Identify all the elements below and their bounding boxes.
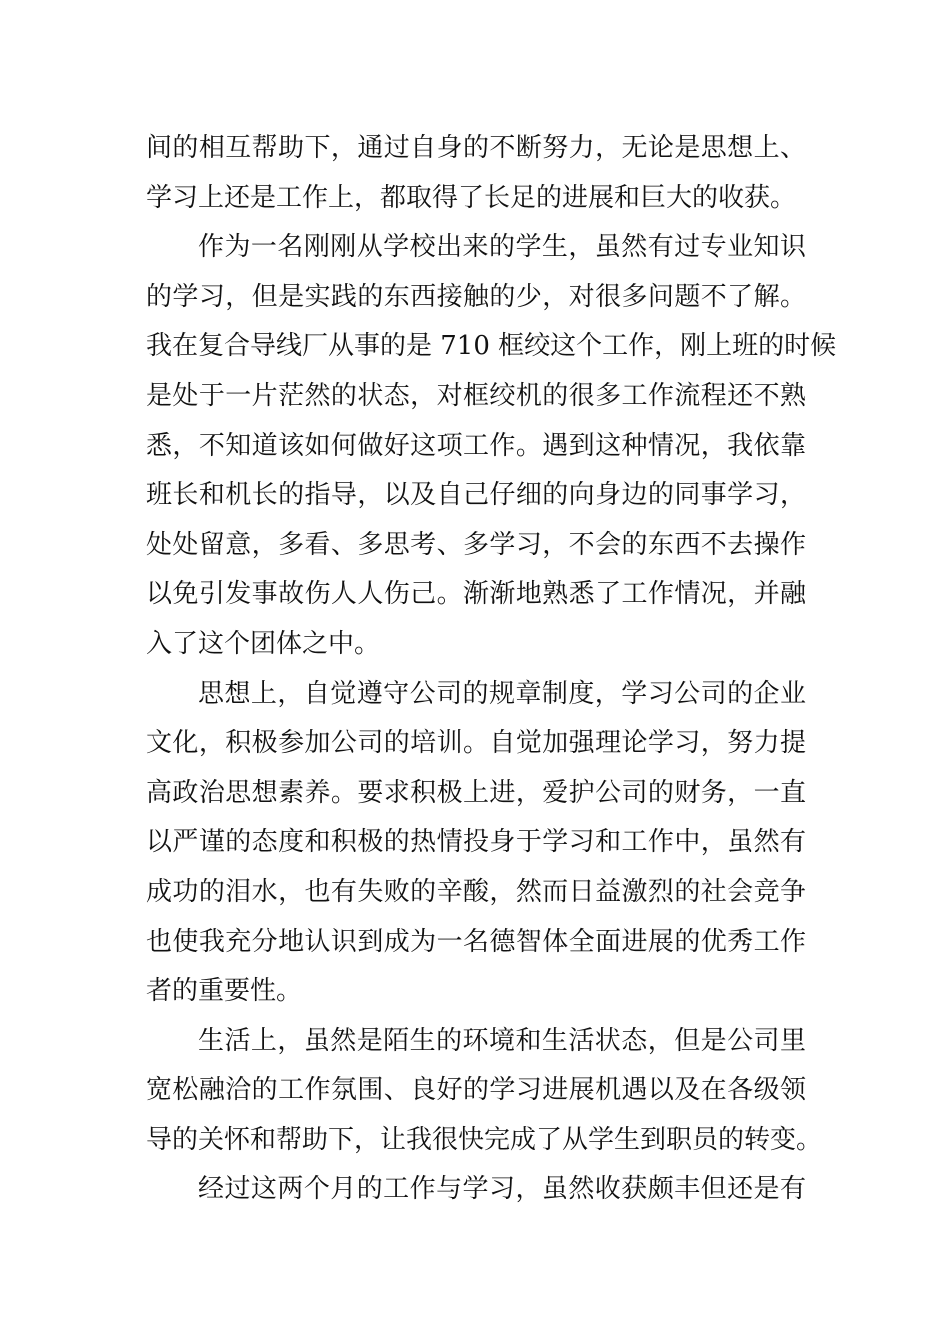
paragraph-2 [146,223,837,669]
text-line: 班长和机长的指导，以及自己仔细的向身边的同事学习， [146,480,806,511]
text-line: 是处于一片茫然的状态，对框绞机的很多工作流程还不熟 [146,380,806,411]
text-line: 我在复合导线厂从事的是 710 框绞这个工作，刚上班的时候 [146,331,837,362]
text-line: 入了这个团体之中。 [146,628,381,659]
text-line: 学习上还是工作上，都取得了长足的进展和巨大的收获。 [146,182,797,213]
text-line: 以严谨的态度和积极的热情投身于学习和工作中，虽然有 [146,827,806,858]
paragraph-3 [146,670,806,1017]
document-body [146,124,837,1215]
text-line: 思想上，自觉遵守公司的规章制度，学习公司的企业 [198,678,806,709]
text-line: 以免引发事故伤人人伤己。渐渐地熟悉了工作情况，并融 [146,579,806,610]
text-line: 间的相互帮助下，通过自身的不断努力，无论是思想上、 [146,133,806,163]
paragraph-5 [146,1165,806,1215]
text-line: 导的关怀和帮助下，让我很快完成了从学生到职员的转变。 [146,1124,823,1155]
text-line: 作为一名刚刚从学校出来的学生，虽然有过专业知识 [198,232,806,263]
text-line: 宽松融洽的工作氛围、良好的学习进展机遇以及在各级领 [146,1075,806,1106]
text-line: 的学习，但是实践的东西接触的少，对很多问题不了解。 [146,281,806,312]
text-line: 生活上，虽然是陌生的环境和生活状态，但是公司里 [198,1025,806,1056]
text-line: 高政治思想素养。要求积极上进，爱护公司的财务，一直 [146,777,806,808]
text-line: 也使我充分地认识到成为一名德智体全面进展的优秀工作 [146,926,806,957]
text-line: 处处留意，多看、多思考、多学习，不会的东西不去操作 [146,529,806,560]
text-line: 悉，不知道该如何做好这项工作。遇到这种情况，我依靠 [146,430,806,461]
text-line: 者的重要性。 [146,976,303,1007]
text-line: 文化，积极参加公司的培训。自觉加强理论学习，努力提 [146,728,806,759]
text-line: 经过这两个月的工作与学习，虽然收获颇丰但还是有 [198,1174,806,1205]
text-line: 成功的泪水，也有失败的辛酸，然而日益激烈的社会竞争 [146,876,806,907]
paragraph-4 [146,1017,823,1166]
paragraph-1 [146,124,806,223]
